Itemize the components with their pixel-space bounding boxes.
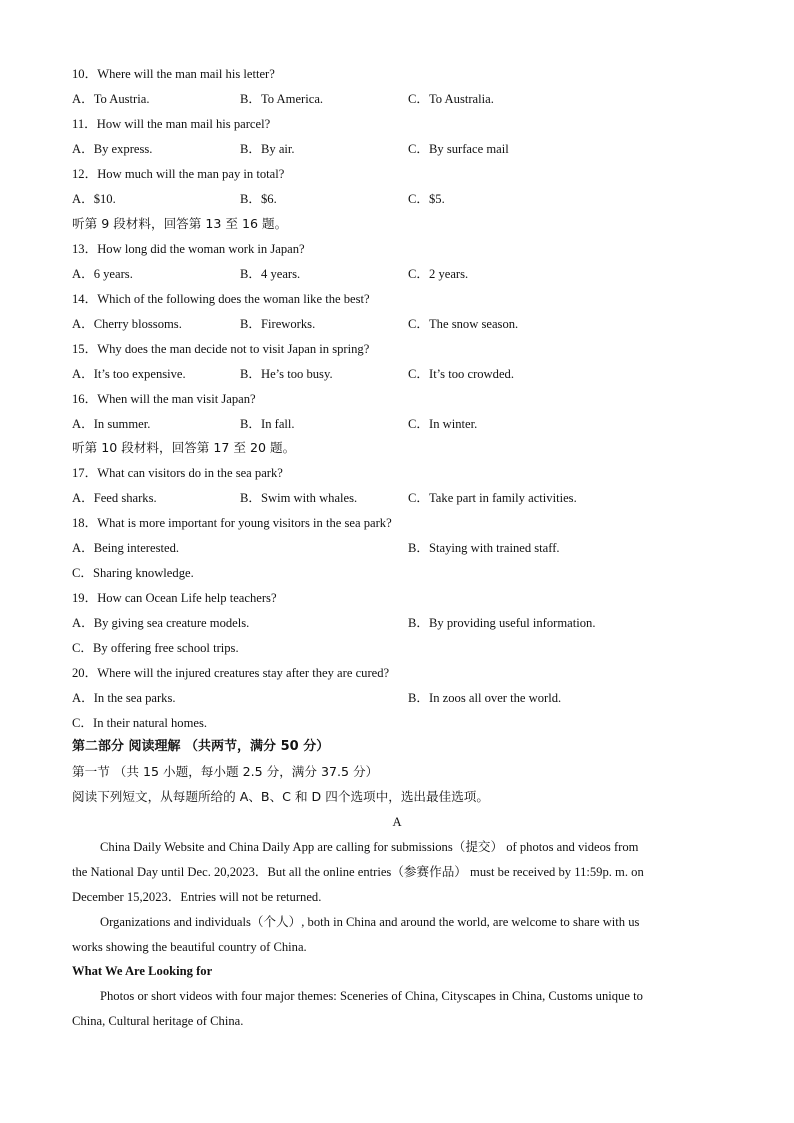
- option-a: A．To Austria.: [72, 92, 150, 106]
- option-b: B．To America.: [240, 92, 324, 106]
- option-c: C．Take part in family activities.: [408, 491, 577, 505]
- option-b: B．By air.: [240, 142, 295, 156]
- option-a: A．Being interested.: [72, 541, 180, 555]
- question-13-stem: 13．How long did the woman work in Japan?: [72, 242, 305, 256]
- section-heading: What We Are Looking for: [72, 964, 213, 978]
- option-b: B．$6.: [240, 192, 277, 206]
- question-20-stem: 20．Where will the injured creatures stay after they are cured?: [72, 666, 390, 680]
- option-c: C．$5.: [408, 192, 445, 206]
- question-19-option-c: C．By offering free school trips.: [72, 641, 239, 655]
- option-a: A．In summer.: [72, 417, 151, 431]
- question-17-stem: 17．What can visitors do in the sea park?: [72, 466, 283, 480]
- paragraph-1-line-2: the National Day until Dec. 20,2023．But all the online entries（参赛作品） must be received by 11:59p. m. on: [72, 865, 644, 879]
- option-a: A．$10.: [72, 192, 116, 206]
- paragraph-3-line-2: China, Cultural heritage of China.: [72, 1014, 244, 1028]
- question-19-stem: 19．How can Ocean Life help teachers?: [72, 591, 277, 605]
- question-16-stem: 16．When will the man visit Japan?: [72, 392, 256, 406]
- option-a: A．Cherry blossoms.: [72, 317, 182, 331]
- option-b: B．Staying with trained staff.: [408, 541, 560, 555]
- option-b: B．He’s too busy.: [240, 367, 333, 381]
- section-1-title: 第一节 （共 15 小题，每小题 2.5 分，满分 37.5 分）: [72, 764, 379, 779]
- segment-10-instruction: 听第 10 段材料，回答第 17 至 20 题。: [72, 440, 296, 455]
- option-b: B．In zoos all over the world.: [408, 691, 562, 705]
- question-20-option-c: C．In their natural homes.: [72, 716, 208, 730]
- option-b: B．Fireworks.: [240, 317, 316, 331]
- paragraph-2-line-2: works showing the beautiful country of China.: [72, 940, 307, 954]
- question-10-stem: 10．Where will the man mail his letter?: [72, 67, 275, 81]
- part-2-title: 第二部分 阅读理解 （共两节，满分 50 分）: [72, 739, 330, 754]
- option-b: B．By providing useful information.: [408, 616, 596, 630]
- question-12-stem: 12．How much will the man pay in total?: [72, 167, 285, 181]
- option-c: C．The snow season.: [408, 317, 519, 331]
- question-18-option-c: C．Sharing knowledge.: [72, 566, 194, 580]
- paragraph-1-line-3: December 15,2023．Entries will not be returned.: [72, 890, 322, 904]
- option-b: B．4 years.: [240, 267, 301, 281]
- question-14-stem: 14．Which of the following does the woman like the best?: [72, 292, 370, 306]
- paragraph-1-line-1: China Daily Website and China Daily App are calling for submissions（提交） of photos and videos from: [100, 840, 639, 854]
- option-c: C．In winter.: [408, 417, 478, 431]
- option-a: A．By giving sea creature models.: [72, 616, 250, 630]
- option-c: C．To Australia.: [408, 92, 494, 106]
- passage-label: A: [392, 815, 402, 829]
- option-c: C．It’s too crowded.: [408, 367, 514, 381]
- option-c: C．2 years.: [408, 267, 469, 281]
- paragraph-3-line-1: Photos or short videos with four major themes: Sceneries of China, Cityscapes in China, Customs unique to: [100, 989, 643, 1003]
- option-b: B．In fall.: [240, 417, 295, 431]
- paragraph-2-line-1: Organizations and individuals（个人）, both in China and around the world, are welcome to share with us: [100, 915, 640, 929]
- option-a: A．6 years.: [72, 267, 133, 281]
- question-11-stem: 11．How will the man mail his parcel?: [72, 117, 271, 131]
- option-a: A．By express.: [72, 142, 153, 156]
- option-b: B．Swim with whales.: [240, 491, 358, 505]
- question-15-stem: 15．Why does the man decide not to visit Japan in spring?: [72, 342, 370, 356]
- segment-9-instruction: 听第 9 段材料，回答第 13 至 16 题。: [72, 216, 288, 231]
- reading-directions: 阅读下列短文，从每题所给的 A、B、C 和 D 四个选项中，选出最佳选项。: [72, 789, 489, 804]
- question-18-stem: 18．What is more important for young visitors in the sea park?: [72, 516, 392, 530]
- option-c: C．By surface mail: [408, 142, 509, 156]
- option-a: A．Feed sharks.: [72, 491, 157, 505]
- option-a: A．In the sea parks.: [72, 691, 176, 705]
- option-a: A．It’s too expensive.: [72, 367, 186, 381]
